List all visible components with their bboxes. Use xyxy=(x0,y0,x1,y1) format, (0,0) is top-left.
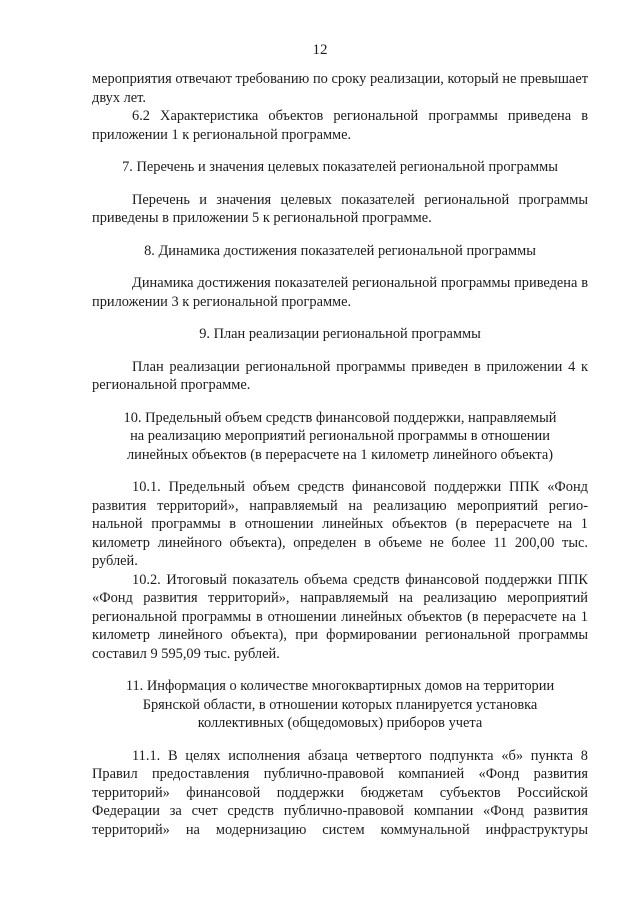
section-heading-10 xyxy=(92,409,588,465)
section-heading-11-line: коллективных (общедомовых) приборов учета xyxy=(197,715,483,731)
paragraph-10-1: 10.1. Предельный объем средств финансовой поддержки ППК «Фонд развития территорий», направляемый на реализацию мероприятий региональной программы в отношении линейных объектов (в перерасчете на 1 километр линейного объекта), определен в объеме не более 11 200,00 тыс. рублей. xyxy=(92,479,588,569)
section-heading-10-line: линейных объектов (в перерасчете на 1 километр линейного объекта) xyxy=(126,446,554,463)
section-heading-11 xyxy=(92,677,588,733)
section-heading-7: 7. Перечень и значения целевых показателей региональной программы xyxy=(122,159,558,175)
section-heading-8: 8. Динамика достижения показателей региональной программы xyxy=(144,242,536,259)
section-heading-11-line: Брянской области, в отношении которых планируется установка xyxy=(142,696,538,713)
section-heading-10-line: 10. Предельный объем средств финансовой поддержки, направляемый xyxy=(123,409,557,426)
paragraph-8: Динамика достижения показателей региональной программы приведена в приложении 3 к региональной программе. xyxy=(92,275,588,310)
paragraph-continuation: мероприятия отвечают требованию по сроку реализации, который не превышает двух лет. xyxy=(92,71,588,106)
paragraph-9: План реализации региональной программы приведен в приложении 4 к региональной программе. xyxy=(92,358,588,393)
section-heading-9: 9. План реализации региональной программы xyxy=(199,326,481,342)
section-heading-11-line: 11. Информация о количестве многоквартирных домов на территории xyxy=(125,678,555,694)
page-number: 12 xyxy=(312,42,328,58)
paragraph-11-1: 11.1. В целях исполнения абзаца четвертого подпункта «б» пункта 8 Правил предоставления публично-правовой компанией «Фонд развития территорий» финансовой поддержки бюджетам субъектов Российской Федерации за счет средств публично-правовой компании «Фонд развития территорий» на модернизацию систем коммунальной инфраструктуры xyxy=(92,747,588,838)
paragraph-10-2: 10.2. Итоговый показатель объема средств финансовой поддержки ППК «Фонд развития территорий», направляемый на реализацию мероприятий региональной программы в отношении линейных объектов (в перерасчете на 1 километр линейного объекта), при формировании региональной программы составил 9 595,09 тыс. рублей. xyxy=(92,571,588,662)
section-heading-10-line: на реализацию мероприятий региональной программы в отношении xyxy=(130,428,550,444)
paragraph-7: Перечень и значения целевых показателей региональной программы приведены в приложении 5 к региональной программе. xyxy=(92,191,588,226)
document-body xyxy=(92,70,588,839)
paragraph-6-2: 6.2 Характеристика объектов региональной программы приведена в приложении 1 к региональной программе. xyxy=(92,108,588,143)
